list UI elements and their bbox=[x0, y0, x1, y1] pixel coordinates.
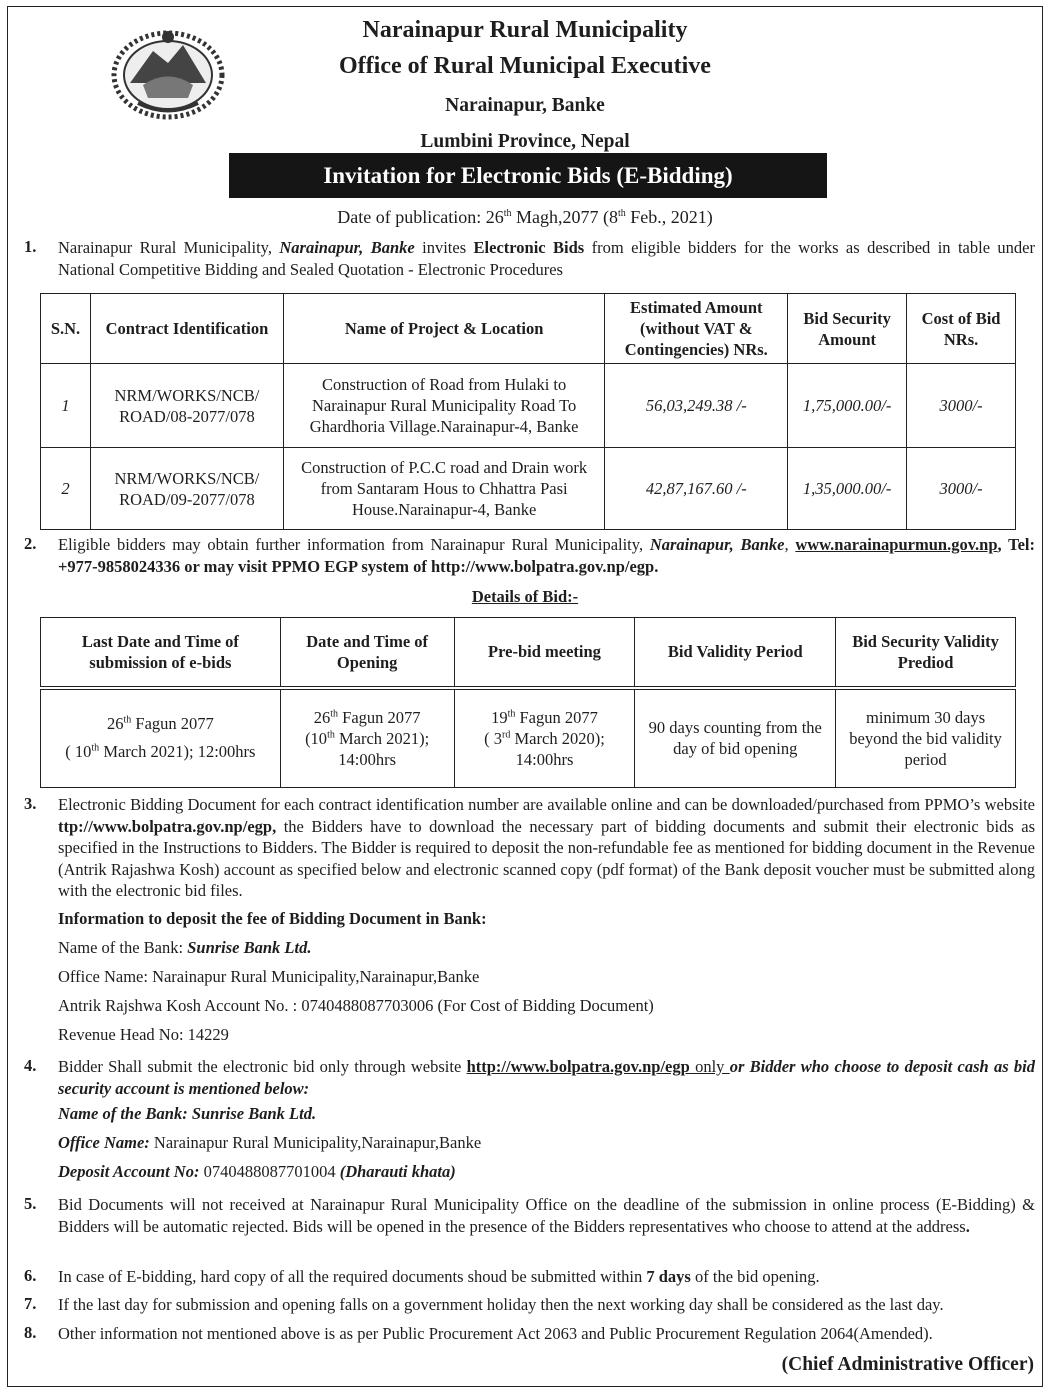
office-location: Narainapur, Banke bbox=[445, 95, 605, 116]
bolpatra-link[interactable]: http://www.bolpatra.gov.np/egp bbox=[466, 1057, 690, 1076]
col-cost-of-bid: Cost of Bid NRs. bbox=[907, 294, 1016, 364]
municipality-name: Narainapur Rural Municipality bbox=[362, 17, 688, 43]
clause-1: 1. Narainapur Rural Municipality, Narainapur, Banke invites Electronic Bids from eligible bidders for the works as described in table under National Competitive Bidding and Sealed Quotation - Electronic Procedures bbox=[24, 237, 1035, 279]
clause-5: 5. Bid Documents will not received at Narainapur Rural Municipality Office on the deadline of the submission in online process (E-Bidding) & Bidders will be automatic rejected. Bids will be opened in the presence of the Bidders representatives who choose to attend at the address. bbox=[24, 1194, 1035, 1236]
table-row: 1 NRM/WORKS/NCB/ ROAD/08-2077/078 Construction of Road from Hulaki to Narainapur Rural Municipality Road To Ghardhoria Village.Narainapur-4, Banke 56,03,249.38 /- 1,75,000.00/- 3000/- bbox=[41, 364, 1016, 448]
clause-8: 8. Other information not mentioned above is as per Public Procurement Act 2063 and Public Procurement Regulation 2064(Amended). bbox=[24, 1323, 933, 1343]
notice-title: Invitation for Electronic Bids (E-Bidding) bbox=[229, 153, 827, 198]
province-name: Lumbini Province, Nepal bbox=[420, 131, 630, 152]
clause-7: 7. If the last day for submission and opening falls on a government holiday then the next working day shall be considered as the last day. bbox=[24, 1294, 944, 1314]
notice-page bbox=[7, 6, 1043, 1387]
clause-4: 4. Bidder Shall submit the electronic bid only through website http://www.bolpatra.gov.np/egp only or Bidder who choose to deposit cash as bid security account is mentioned below: Name of the Bank: Sunrise Bank Ltd. Office Name: Narainapur Rural Municipality,Narainapur,Banke Deposit Account No: 0740488087701004 (Dharauti khata) bbox=[24, 1056, 1035, 1181]
office-name: Office of Rural Municipal Executive bbox=[339, 53, 711, 79]
col-contract-id: Contract Identification bbox=[90, 294, 283, 364]
col-sn: S.N. bbox=[41, 294, 91, 364]
website-link[interactable]: www.narainapurmun.gov.np bbox=[795, 535, 998, 554]
details-title: Details of Bid:- bbox=[471, 587, 579, 606]
signature: (Chief Administrative Officer) bbox=[781, 1354, 1034, 1375]
col-project: Name of Project & Location bbox=[283, 294, 605, 364]
clause-2: 2. Eligible bidders may obtain further information from Narainapur Rural Municipality, Narainapur, Banke, www.narainapurmun.gov.np, Tel: +977-9858024336 or may visit PPMO EGP system of http://www.bolpatra.gov.np/egp. bbox=[24, 534, 1035, 576]
clause-3: 3. Electronic Bidding Document for each contract identification number are available online and can be downloaded/purchased from PPMO’s website ttp://www.bolpatra.gov.np/egp, the Bidders have to download the necessary part of bidding documents and submit their electronic bids as specified in the Instructions to Bidders. The Bidder is required to deposit the non-refundable fee as mentioned for bidding document in the Revenue (Antrik Rajashwa Kosh) account as specified below and electronic scanned copy (pdf format) of the Bank deposit voucher must be submitted along with the electronic bid files. Information to deposit the fee of Bidding Document in Bank: Name of the Bank: Sunrise Bank Ltd. Office Name: Narainapur Rural Municipality,Narainapur,Banke Antrik Rajshwa Kosh Account No. : 0740488087703006 (For Cost of Bidding Document) Revenue Head No: 14229 bbox=[24, 794, 1035, 1044]
table-row: 2 NRM/WORKS/NCB/ ROAD/09-2077/078 Construction of P.C.C road and Drain work from Santaram Hous to Chhattra Pasi House.Narainapur-4, Banke 42,87,167.60 /- 1,35,000.00/- 3000/- bbox=[41, 448, 1016, 530]
contracts-table bbox=[40, 293, 1016, 530]
bid-details-table: Last Date and Time of submission of e-bids Date and Time of Opening Pre-bid meeting Bid Validity Period Bid Security Validity Prediod 26th Fagun 2077 ( 10th March 2021); 12:00hrs 26th Fagun 2077 (10th March 2021); 14:00hrs 19th Fagun 2077 ( 3rd March 2020); 14:00hrs 90 days counting from the day of bid opening minimum 30 days beyond the bid validity period bbox=[40, 617, 1016, 788]
clause-6: 6. In case of E-bidding, hard copy of all the required documents shoud be submitted within 7 days of the bid opening. bbox=[24, 1266, 820, 1286]
col-bid-security: Bid Security Amount bbox=[788, 294, 907, 364]
table-row: 26th Fagun 2077 ( 10th March 2021); 12:00hrs 26th Fagun 2077 (10th March 2021); 14:00hrs 19th Fagun 2077 ( 3rd March 2020); 14:00hrs 90 days counting from the day of bid opening minimum 30 days beyond the bid validity period bbox=[41, 688, 1016, 788]
publication-date: Date of publication: 26th Magh,2077 (8th Feb., 2021) bbox=[337, 207, 713, 227]
col-estimated-amount: Estimated Amount (without VAT & Contingencies) NRs. bbox=[605, 294, 788, 364]
